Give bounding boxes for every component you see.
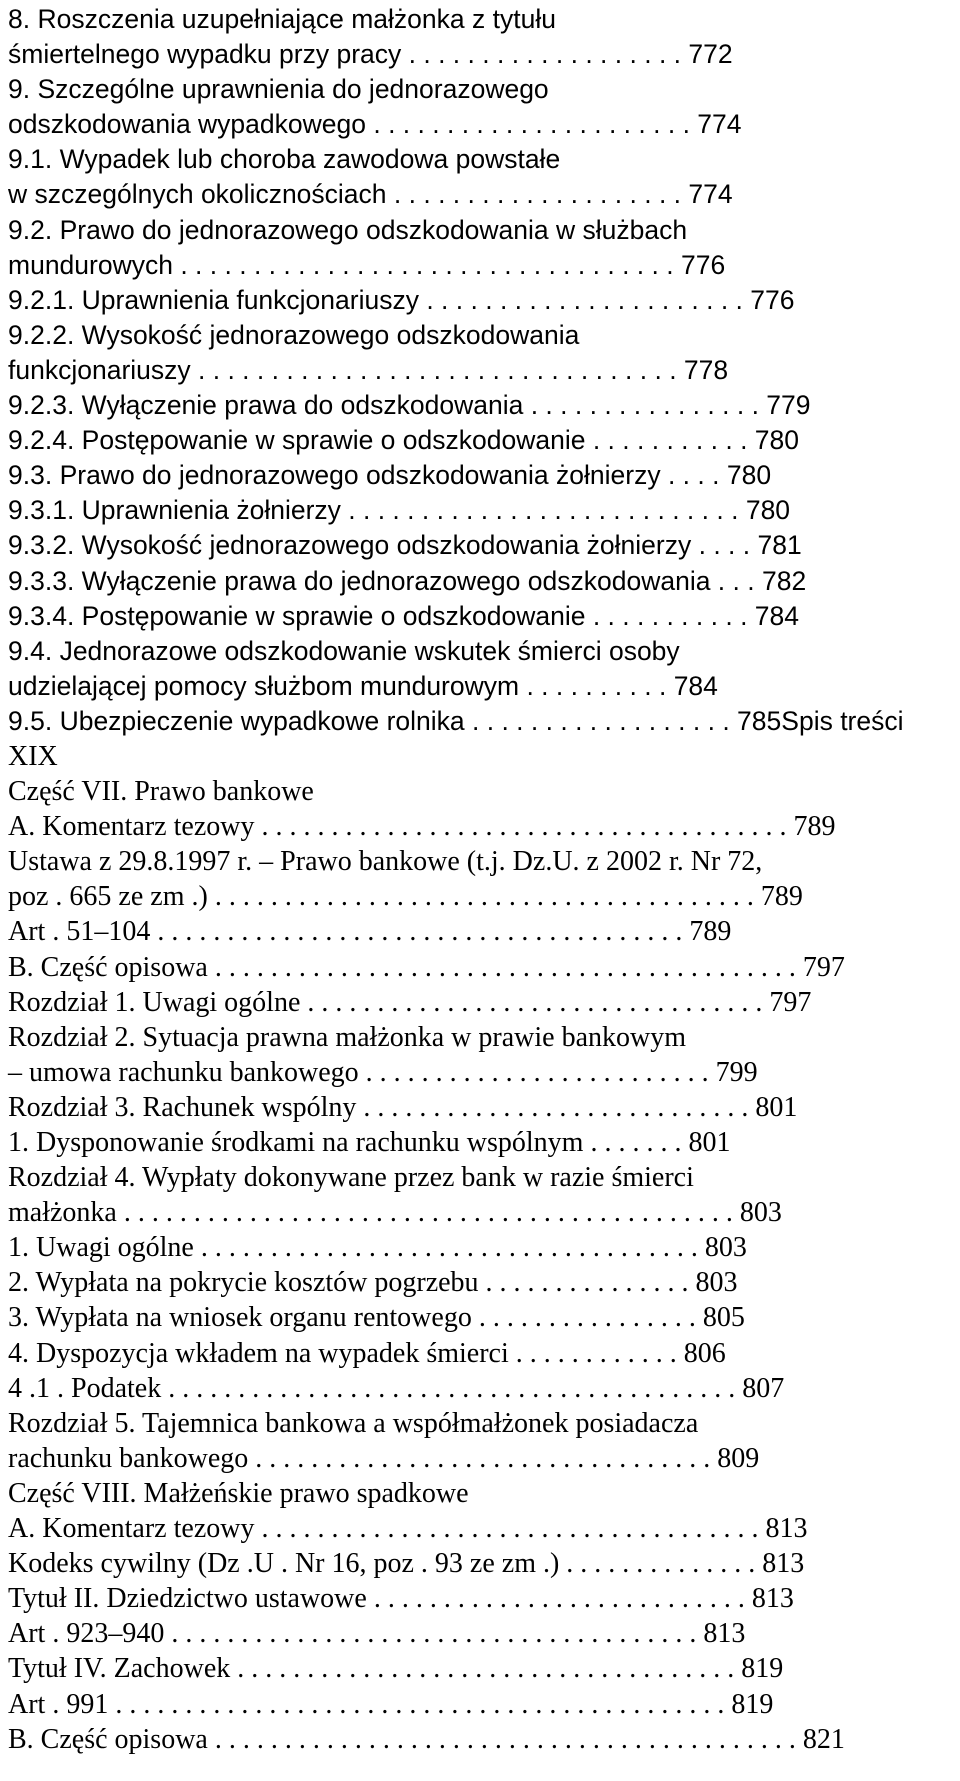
toc-entry: Rozdział 4. Wypłaty dokonywane przez bank w razie śmierci bbox=[8, 1162, 694, 1194]
toc-entry: 9.2. Prawo do jednorazowego odszkodowania w służbach bbox=[8, 214, 688, 245]
toc-entry: śmiertelnego wypadku przy pracy . . . . . . . . . . . . . . . . . . . 772 bbox=[8, 39, 733, 70]
toc-entry: 8. Roszczenia uzupełniające małżonka z tytułu bbox=[8, 4, 556, 34]
toc-entry: 2. Wypłata na pokrycie kosztów pogrzebu . . . . . . . . . . . . . . . 803 bbox=[8, 1267, 738, 1299]
toc-entry: 9.2.3. Wyłączenie prawa do odszkodowania . . . . . . . . . . . . . . . . 779 bbox=[8, 390, 811, 421]
toc-entry: funkcjonariuszy . . . . . . . . . . . . . . . . . . . . . . . . . . . . . . . . . 778 bbox=[8, 354, 729, 385]
toc-entry: odszkodowania wypadkowego . . . . . . . . . . . . . . . . . . . . . . 774 bbox=[8, 109, 742, 140]
toc-entry: 9.3.1. Uprawnienia żołnierzy . . . . . . . . . . . . . . . . . . . . . . . . . . . 780 bbox=[8, 495, 791, 526]
toc-entry: B. Część opisowa . . . . . . . . . . . . . . . . . . . . . . . . . . . . . . . . . . . . . . . . . . 797 bbox=[8, 951, 845, 983]
toc-entry: Rozdział 2. Sytuacja prawna małżonka w prawie bankowym bbox=[8, 1021, 687, 1053]
toc-entry: – umowa rachunku bankowego . . . . . . . . . . . . . . . . . . . . . . . . . 799 bbox=[8, 1056, 758, 1088]
toc-entry: udzielającej pomocy służbom mundurowym . . . . . . . . . . 784 bbox=[8, 670, 718, 701]
toc-entry: 1. Uwagi ogólne . . . . . . . . . . . . . . . . . . . . . . . . . . . . . . . . . . . . 803 bbox=[8, 1232, 747, 1264]
toc-entry: B. Część opisowa . . . . . . . . . . . . . . . . . . . . . . . . . . . . . . . . . . . . . . . . . . 821 bbox=[8, 1723, 845, 1755]
toc-entry: 3. Wypłata na wniosek organu rentowego . . . . . . . . . . . . . . . . 805 bbox=[8, 1302, 745, 1334]
toc-entry: Część VIII. Małżeńskie prawo spadkowe bbox=[8, 1477, 469, 1509]
toc-entry: 9.2.2. Wysokość jednorazowego odszkodowania bbox=[8, 319, 580, 350]
toc-entry: Art . 991 . . . . . . . . . . . . . . . . . . . . . . . . . . . . . . . . . . . . . . . . . . . . 819 bbox=[8, 1688, 774, 1720]
toc-entry: Ustawa z 29.8.1997 r. – Prawo bankowe (t.j. Dz.U. z 2002 r. Nr 72, bbox=[8, 846, 763, 878]
toc-entry: Rozdział 3. Rachunek wspólny . . . . . . . . . . . . . . . . . . . . . . . . . . . . 801 bbox=[8, 1091, 798, 1123]
toc-entry: 9.2.4. Postępowanie w sprawie o odszkodowanie . . . . . . . . . . . 780 bbox=[8, 425, 800, 456]
toc-entry: 4. Dyspozycja wkładem na wypadek śmierci . . . . . . . . . . . . 806 bbox=[8, 1337, 726, 1369]
toc-entry: 9.1. Wypadek lub choroba zawodowa powstałe bbox=[8, 144, 561, 175]
toc-entry: Kodeks cywilny (Dz .U . Nr 16, poz . 93 ze zm .) . . . . . . . . . . . . . . 813 bbox=[8, 1548, 805, 1580]
toc-entry: Tytuł II. Dziedzictwo ustawowe . . . . . . . . . . . . . . . . . . . . . . . . . . . 813 bbox=[8, 1583, 794, 1615]
toc-entry: 9.2.1. Uprawnienia funkcjonariuszy . . . . . . . . . . . . . . . . . . . . . . 776 bbox=[8, 284, 795, 315]
toc-entry: 1. Dysponowanie środkami na rachunku wspólnym . . . . . . . 801 bbox=[8, 1127, 731, 1158]
toc-entry: 9.3.4. Postępowanie w sprawie o odszkodowanie . . . . . . . . . . . 784 bbox=[8, 600, 800, 631]
toc-entry: 9. Szczególne uprawnienia do jednorazowego bbox=[8, 74, 549, 105]
toc-entry: Część VII. Prawo bankowe bbox=[8, 776, 314, 808]
toc-entry: poz . 665 ze zm .) . . . . . . . . . . . . . . . . . . . . . . . . . . . . . . . . . . . . . . . 789 bbox=[8, 881, 803, 913]
toc-entry: małżonka . . . . . . . . . . . . . . . . . . . . . . . . . . . . . . . . . . . . . . . . . . . . 803 bbox=[8, 1197, 782, 1229]
toc-entry: 9.3. Prawo do jednorazowego odszkodowania żołnierzy . . . . 780 bbox=[8, 460, 772, 491]
toc-entry: 9.3.2. Wysokość jednorazowego odszkodowania żołnierzy . . . . 781 bbox=[8, 530, 802, 561]
toc-entry: Art . 923–940 . . . . . . . . . . . . . . . . . . . . . . . . . . . . . . . . . . . . . . 813 bbox=[8, 1618, 746, 1650]
toc-entry: Art . 51–104 . . . . . . . . . . . . . . . . . . . . . . . . . . . . . . . . . . . . . . 789 bbox=[8, 916, 732, 948]
toc-entry: A. Komentarz tezowy . . . . . . . . . . . . . . . . . . . . . . . . . . . . . . . . . . . . 813 bbox=[8, 1513, 808, 1545]
toc-entry: w szczególnych okolicznościach . . . . . . . . . . . . . . . . . . . . 774 bbox=[8, 179, 733, 210]
toc-entry: 9.3.3. Wyłączenie prawa do jednorazowego odszkodowania . . . 782 bbox=[8, 565, 807, 596]
toc-entry: Rozdział 5. Tajemnica bankowa a współmałżonek posiadacza bbox=[8, 1407, 699, 1439]
toc-entry: 9.4. Jednorazowe odszkodowanie wskutek śmierci osoby bbox=[8, 635, 680, 666]
toc-entry: rachunku bankowego . . . . . . . . . . . . . . . . . . . . . . . . . . . . . . . . . 809 bbox=[8, 1442, 760, 1474]
table-of-contents bbox=[8, 2, 953, 1757]
toc-entry: Rozdział 1. Uwagi ogólne . . . . . . . . . . . . . . . . . . . . . . . . . . . . . . . . . 797 bbox=[8, 986, 812, 1018]
toc-entry: XIX bbox=[8, 740, 58, 772]
toc-entry: 4 .1 . Podatek . . . . . . . . . . . . . . . . . . . . . . . . . . . . . . . . . . . . . . . . . 807 bbox=[8, 1372, 785, 1404]
toc-entry: Tytuł IV. Zachowek . . . . . . . . . . . . . . . . . . . . . . . . . . . . . . . . . . . . 819 bbox=[8, 1653, 784, 1685]
toc-entry: 9.5. Ubezpieczenie wypadkowe rolnika . . . . . . . . . . . . . . . . . . 785Spis treści bbox=[8, 705, 904, 736]
toc-entry: mundurowych . . . . . . . . . . . . . . . . . . . . . . . . . . . . . . . . . . 776 bbox=[8, 249, 726, 280]
toc-entry: A. Komentarz tezowy . . . . . . . . . . . . . . . . . . . . . . . . . . . . . . . . . . . . . . 789 bbox=[8, 811, 836, 843]
